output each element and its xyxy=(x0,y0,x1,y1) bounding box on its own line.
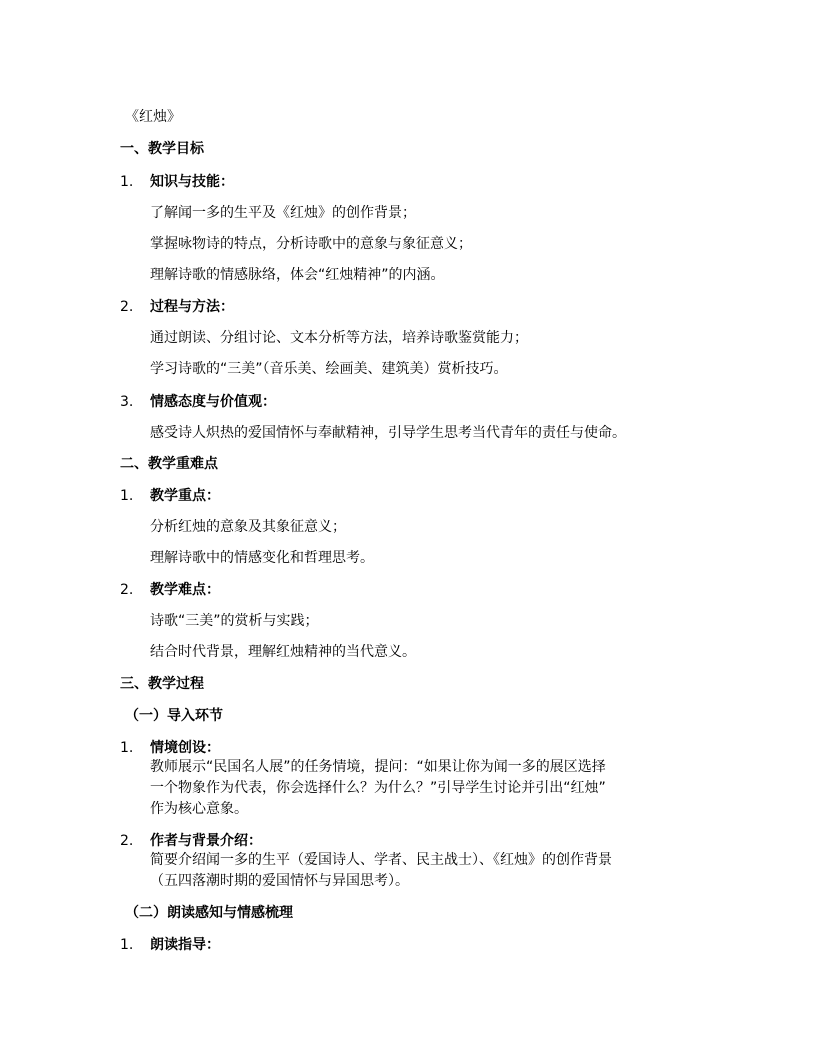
list-item: 一个物象作为代表，你会选择什么？为什么？”引导学生讨论并引出“红烛” xyxy=(150,780,606,796)
list-item: 分析红烛的意象及其象征意义； xyxy=(150,519,346,535)
list-item: （五四落潮时期的爱国情怀与异国思考）。 xyxy=(150,873,409,889)
item-label-process-methods: 过程与方法： xyxy=(150,299,234,315)
item-label-emotions-values: 情感态度与价值观： xyxy=(150,394,276,410)
list-item: 感受诗人炽热的爱国情怀与奉献精神，引导学生思考当代青年的责任与使命。 xyxy=(150,425,626,441)
item-label-scenario: 情境创设： xyxy=(150,740,220,756)
list-item: 结合时代背景，理解红烛精神的当代意义。 xyxy=(150,644,416,660)
list-item: 通过朗读、分组讨论、文本分析等方法，培养诗歌鉴赏能力； xyxy=(150,330,528,346)
item-label-author-background: 作者与背景介绍： xyxy=(150,833,262,849)
list-number: 1. xyxy=(120,937,134,953)
item-label-reading-guidance: 朗读指导： xyxy=(150,937,220,953)
list-item: 掌握咏物诗的特点，分析诗歌中的意象与象征意义； xyxy=(150,236,472,252)
list-item: 了解闻一多的生平及《红烛》的创作背景； xyxy=(150,205,416,221)
subsection-heading-reading: （二）朗读感知与情感梳理 xyxy=(125,905,293,921)
list-number: 2. xyxy=(120,833,134,849)
list-item: 学习诗歌的“三美”（音乐美、绘画美、建筑美）赏析技巧。 xyxy=(150,361,508,377)
list-number: 2. xyxy=(120,582,134,598)
list-item: 作为核心意象。 xyxy=(150,801,248,817)
list-item: 教师展示“民国名人展”的任务情境，提问：“如果让你为闻一多的展区选择 xyxy=(150,759,606,775)
list-number: 2. xyxy=(120,299,134,315)
list-number: 1. xyxy=(120,488,134,504)
list-number: 3. xyxy=(120,394,134,410)
list-number: 1. xyxy=(120,740,134,756)
section-heading-objectives: 一、教学目标 xyxy=(120,141,204,157)
section-heading-key-points: 二、教学重难点 xyxy=(120,456,218,472)
section-heading-process: 三、教学过程 xyxy=(120,676,204,692)
subsection-heading-introduction: （一）导入环节 xyxy=(125,708,223,724)
item-label-knowledge-skills: 知识与技能： xyxy=(150,174,234,190)
list-number: 1. xyxy=(120,174,134,190)
document-title: 《红烛》 xyxy=(125,109,181,125)
list-item: 理解诗歌中的情感变化和哲理思考。 xyxy=(150,550,374,566)
list-item: 简要介绍闻一多的生平（爱国诗人、学者、民主战士）、《红烛》的创作背景 xyxy=(150,852,612,868)
item-label-key-focus: 教学重点： xyxy=(150,488,220,504)
list-item: 诗歌“三美”的赏析与实践； xyxy=(150,613,319,629)
list-item: 理解诗歌的情感脉络，体会“红烛精神”的内涵。 xyxy=(150,267,445,283)
item-label-difficulties: 教学难点： xyxy=(150,582,220,598)
